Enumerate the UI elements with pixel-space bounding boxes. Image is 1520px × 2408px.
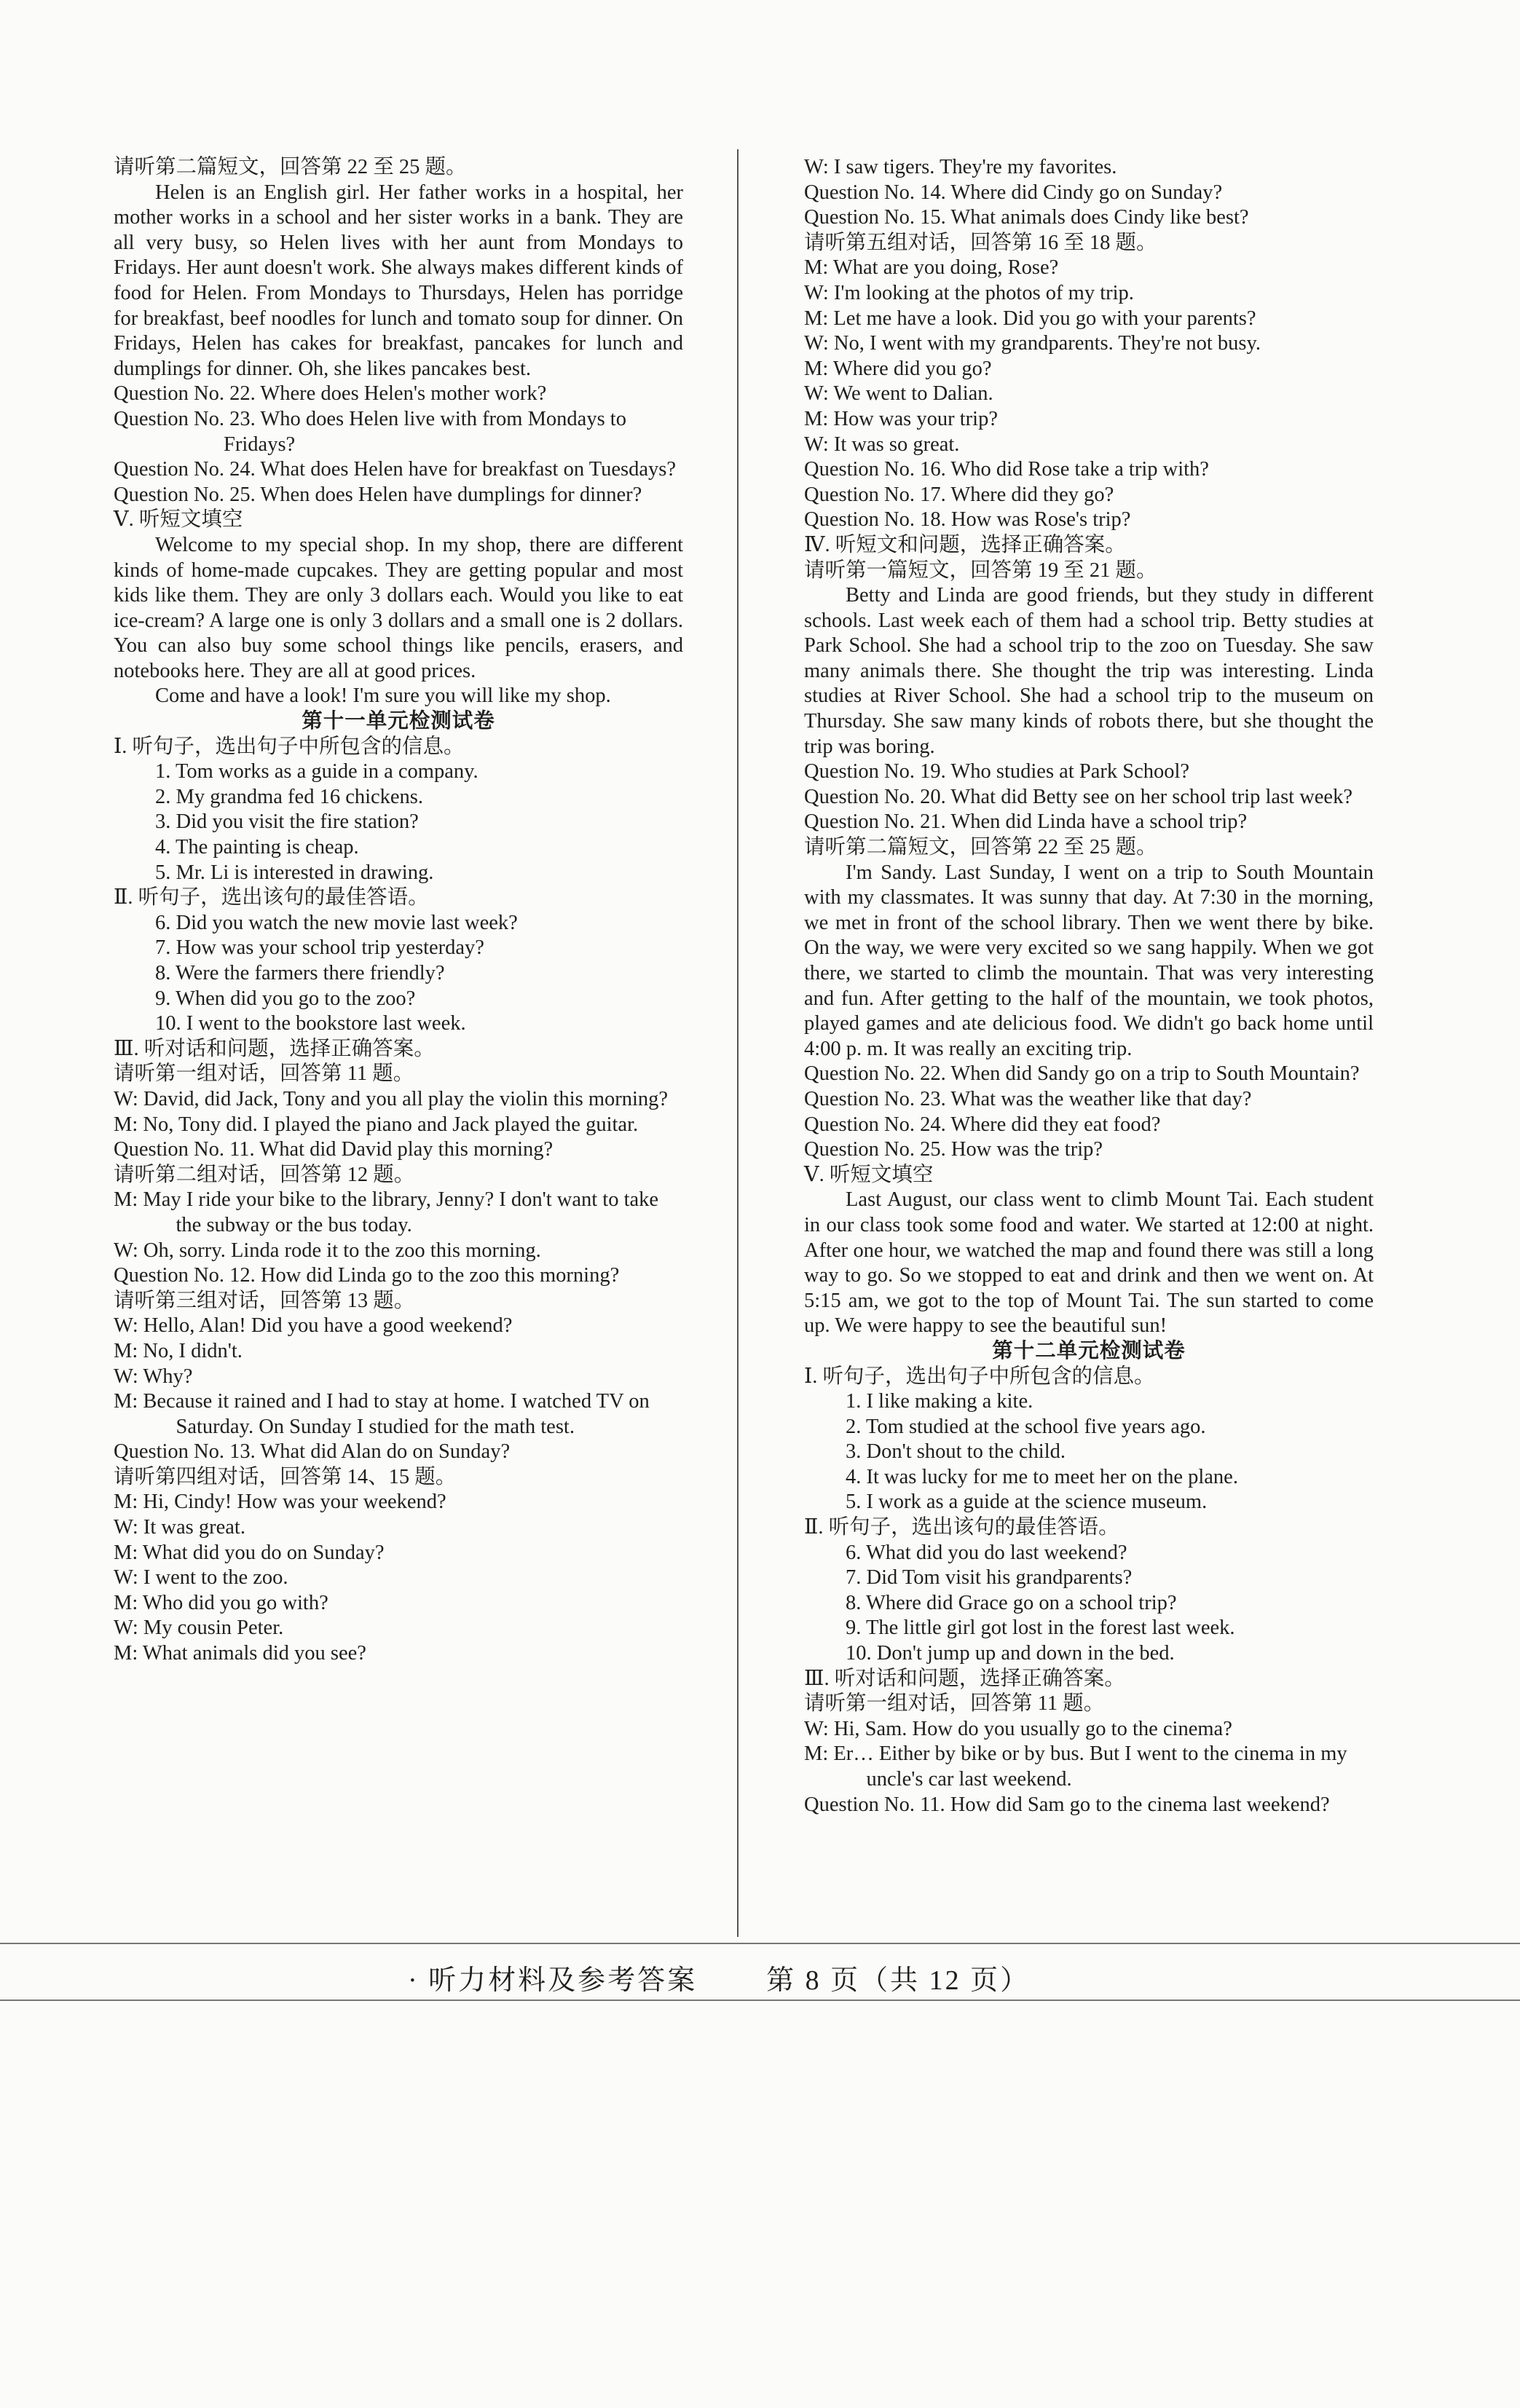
right-column-line: Question No. 19. Who studies at Park School? — [804, 760, 1190, 783]
right-column-line: 2. Tom studied at the school five years ago. — [846, 1415, 1206, 1438]
left-column-line: M: Who did you go with? — [114, 1591, 328, 1614]
right-column-line: M: How was your trip? — [804, 407, 998, 430]
left-column-line: Question No. 22. Where does Helen's mother work? — [114, 382, 547, 406]
right-column-line: W: Hi, Sam. How do you usually go to the cinema? — [804, 1717, 1232, 1740]
right-column-line: Question No. 11. How did Sam go to the cinema last weekend? — [804, 1793, 1330, 1816]
left-column-line: 2. My grandma fed 16 chickens. — [155, 785, 424, 808]
left-column-line: W: Hello, Alan! Did you have a good weekend? — [114, 1314, 513, 1338]
left-column-line: Question No. 23. Who does Helen live with from Mondays to Fridays? — [114, 407, 626, 456]
left-column-line: W: It was great. — [114, 1516, 245, 1539]
left-column-line: 请听第一组对话，回答第 11 题。 — [114, 1062, 414, 1086]
left-column-line: W: I went to the zoo. — [114, 1566, 288, 1590]
right-column-line: Question No. 17. Where did they go? — [804, 483, 1114, 506]
left-column-line: 3. Did you visit the fire station? — [155, 810, 419, 834]
right-column-line: Last August, our class went to climb Mount Tai. Each student in our class took some food and water. We started at 12:00 at night. After one hour, we watched the map and found there was still a long way to go. So we stopped to eat and drink and then we went on. At 5:15 am, we got to the top of Mount Tai. The sun started to come up. We were happy to see the beautiful sun! — [804, 1188, 1374, 1338]
right-column-line: Ⅰ. 听句子，选出句子中所包含的信息。 — [804, 1365, 1155, 1388]
right-column-line: 1. I like making a kite. — [846, 1390, 1033, 1413]
right-column-line: 9. The little girl got lost in the forest last week. — [846, 1616, 1235, 1640]
left-column-line: 请听第三组对话，回答第 13 题。 — [114, 1289, 415, 1312]
left-column-line: Question No. 25. When does Helen have dumplings for dinner? — [114, 483, 642, 506]
right-column-line: 5. I work as a guide at the science museum. — [846, 1491, 1208, 1514]
right-column — [804, 155, 1374, 1817]
right-column-line: Ⅳ. 听短文和问题，选择正确答案。 — [804, 533, 1126, 556]
right-column-line: M: Where did you go? — [804, 357, 992, 380]
left-column-line: 10. I went to the bookstore last week. — [155, 1012, 466, 1035]
right-column-line: 10. Don't jump up and down in the bed. — [846, 1642, 1175, 1665]
right-column-line: 请听第一篇短文，回答第 19 至 21 题。 — [804, 558, 1157, 582]
left-column-line: W: David, did Jack, Tony and you all play the violin this morning? — [114, 1087, 669, 1110]
left-column-line: Come and have a look! I'm sure you will like my shop. — [155, 684, 611, 708]
right-column-line: Question No. 21. When did Linda have a school trip? — [804, 810, 1248, 834]
right-column-line: 3. Don't shout to the child. — [846, 1440, 1066, 1464]
left-column-line: 6. Did you watch the new movie last week? — [155, 911, 518, 934]
left-column-line: 5. Mr. Li is interested in drawing. — [155, 861, 434, 884]
left-column-line: 8. Were the farmers there friendly? — [155, 962, 445, 984]
left-column-line: 请听第四组对话，回答第 14、15 题。 — [114, 1465, 457, 1488]
right-column-line: 7. Did Tom visit his grandparents? — [846, 1566, 1133, 1590]
right-column-line: W: No, I went with my grandparents. They're not busy. — [804, 332, 1261, 355]
right-column-line: Question No. 20. What did Betty see on her school trip last week? — [804, 785, 1352, 808]
footer-title: · 听力材料及参考答案 — [408, 1965, 698, 1996]
right-column-line: 第十二单元检测试卷 — [992, 1339, 1186, 1362]
right-column-line: Question No. 16. Who did Rose take a trip with? — [804, 458, 1209, 481]
right-column-line: Question No. 18. How was Rose's trip? — [804, 508, 1131, 532]
right-column-line: 请听第一组对话，回答第 11 题。 — [804, 1692, 1105, 1716]
right-column-line: M: Er… Either by bike or by bus. But I went to the cinema in my uncle's car last weekend. — [804, 1742, 1347, 1791]
left-column-line: 请听第二篇短文，回答第 22 至 25 题。 — [114, 156, 467, 178]
right-column-line: Question No. 25. How was the trip? — [804, 1138, 1103, 1161]
right-column-line: W: We went to Dalian. — [804, 382, 993, 406]
left-column-line: 9. When did you go to the zoo? — [155, 987, 416, 1010]
right-column-line: I'm Sandy. Last Sunday, I went on a trip to South Mountain with my classmates. It was sunny that day. At 7:30 in the morning, we met in front of the school library. Then we went there by bike. On the way, we were very excited so we sang happily. When we got there, we started to climb the mountain. That was very interesting and fun. After getting to the half of the mountain, we took photos, played games and ate delicious food. We didn't go back home until 4:00 p. m. It was really an exciting trip. — [804, 861, 1374, 1060]
left-column-line: Ⅲ. 听对话和问题，选择正确答案。 — [114, 1037, 435, 1060]
right-column-line: M: Let me have a look. Did you go with your parents? — [804, 307, 1256, 330]
left-column-line: M: What did you do on Sunday? — [114, 1541, 385, 1564]
left-column-line: M: What animals did you see? — [114, 1642, 366, 1665]
right-column-line: Betty and Linda are good friends, but they study in different schools. Last week each of them had a school trip. Betty studies at Park School. She had a school trip to the zoo on Tuesday. She saw many animals there. She thought the trip was interesting. Linda studies at River School. She had a school trip to the museum on Thursday. She saw many kinds of robots there, but she thought the trip was boring. — [804, 584, 1374, 758]
right-column-line: 请听第二篇短文，回答第 22 至 25 题。 — [804, 836, 1157, 859]
right-column-line: Question No. 15. What animals does Cindy like best? — [804, 206, 1249, 229]
column-divider — [737, 149, 739, 1937]
left-column-line: W: Why? — [114, 1365, 193, 1388]
left-column-line: W: My cousin Peter. — [114, 1616, 284, 1640]
left-column-line: M: No, I didn't. — [114, 1339, 243, 1362]
page-footer — [408, 1957, 1030, 1997]
left-column-line: Welcome to my special shop. In my shop, there are different kinds of home-made cupcakes. They are getting popular and most kids like them. They are only 3 dollars each. Would you like to eat ice-cream? A large one is only 3 dollars and a small one is 2 dollars. You can also buy some school things like pencils, erasers, and notebooks here. They are all at good prices. — [114, 533, 683, 682]
right-column-line: M: What are you doing, Rose? — [804, 256, 1059, 280]
right-column-line: Question No. 23. What was the weather like that day? — [804, 1087, 1252, 1110]
footer-top-rule — [0, 1943, 1520, 1944]
right-column-line: W: I saw tigers. They're my favorites. — [804, 156, 1117, 178]
footer-bottom-rule — [0, 2000, 1520, 2001]
left-column-line: Ⅱ. 听句子，选出该句的最佳答语。 — [114, 886, 429, 909]
right-column-line: Ⅲ. 听对话和问题，选择正确答案。 — [804, 1667, 1125, 1690]
left-column-line: Helen is an English girl. Her father works in a hospital, her mother works in a school and her sister works in a bank. They are all very busy, so Helen lives with her aunt from Mondays to Fridays. Her aunt doesn't work. She always makes different kinds of food for Helen. From Mondays to Thursdays, Helen has porridge for breakfast, beef noodles for lunch and tomato soup for dinner. On Fridays, Helen has cakes for breakfast, pancakes for lunch and dumplings for dinner. Oh, she likes pancakes best. — [114, 181, 683, 380]
left-column-line: 请听第二组对话，回答第 12 题。 — [114, 1163, 415, 1186]
left-column-line: 4. The painting is cheap. — [155, 836, 359, 859]
left-column-line: M: No, Tony did. I played the piano and Jack played the guitar. — [114, 1113, 639, 1136]
right-column-line: Question No. 14. Where did Cindy go on Sunday? — [804, 181, 1223, 204]
left-column-line: 第十一单元检测试卷 — [302, 710, 495, 733]
left-column-line: 1. Tom works as a guide in a company. — [155, 760, 479, 783]
right-column-line: Ⅴ. 听短文填空 — [804, 1163, 934, 1186]
footer-page-number: 第 8 页（共 12 页） — [766, 1965, 1031, 1996]
left-column-line: M: Because it rained and I had to stay at home. I watched TV on Saturday. On Sunday I studied for the math test. — [114, 1390, 650, 1438]
left-column-line: M: May I ride your bike to the library, Jenny? I don't want to take the subway or the bus today. — [114, 1188, 659, 1236]
left-column-line: Ⅴ. 听短文填空 — [114, 508, 243, 532]
left-column-line: W: Oh, sorry. Linda rode it to the zoo this morning. — [114, 1239, 541, 1262]
right-column-line: W: I'm looking at the photos of my trip. — [804, 281, 1134, 304]
left-column-line: Question No. 13. What did Alan do on Sunday? — [114, 1440, 511, 1464]
right-column-line: Question No. 22. When did Sandy go on a trip to South Mountain? — [804, 1062, 1360, 1086]
right-column-line: 4. It was lucky for me to meet her on the plane. — [846, 1465, 1238, 1488]
right-column-line: Ⅱ. 听句子，选出该句的最佳答语。 — [804, 1516, 1119, 1539]
left-column-line: Question No. 24. What does Helen have for breakfast on Tuesdays? — [114, 458, 676, 481]
left-column-line: Question No. 12. How did Linda go to the zoo this morning? — [114, 1264, 620, 1287]
right-column-line: 请听第五组对话，回答第 16 至 18 题。 — [804, 231, 1157, 254]
left-column-line: Question No. 11. What did David play this morning? — [114, 1138, 554, 1161]
left-column-line: Ⅰ. 听句子，选出句子中所包含的信息。 — [114, 735, 465, 758]
right-column-line: W: It was so great. — [804, 433, 960, 456]
right-column-line: 6. What did you do last weekend? — [846, 1541, 1127, 1564]
left-column-line: M: Hi, Cindy! How was your weekend? — [114, 1491, 446, 1514]
left-column — [114, 155, 683, 1667]
left-column-line: 7. How was your school trip yesterday? — [155, 936, 484, 960]
right-column-line: 8. Where did Grace go on a school trip? — [846, 1591, 1177, 1614]
right-column-line: Question No. 24. Where did they eat food? — [804, 1113, 1161, 1136]
